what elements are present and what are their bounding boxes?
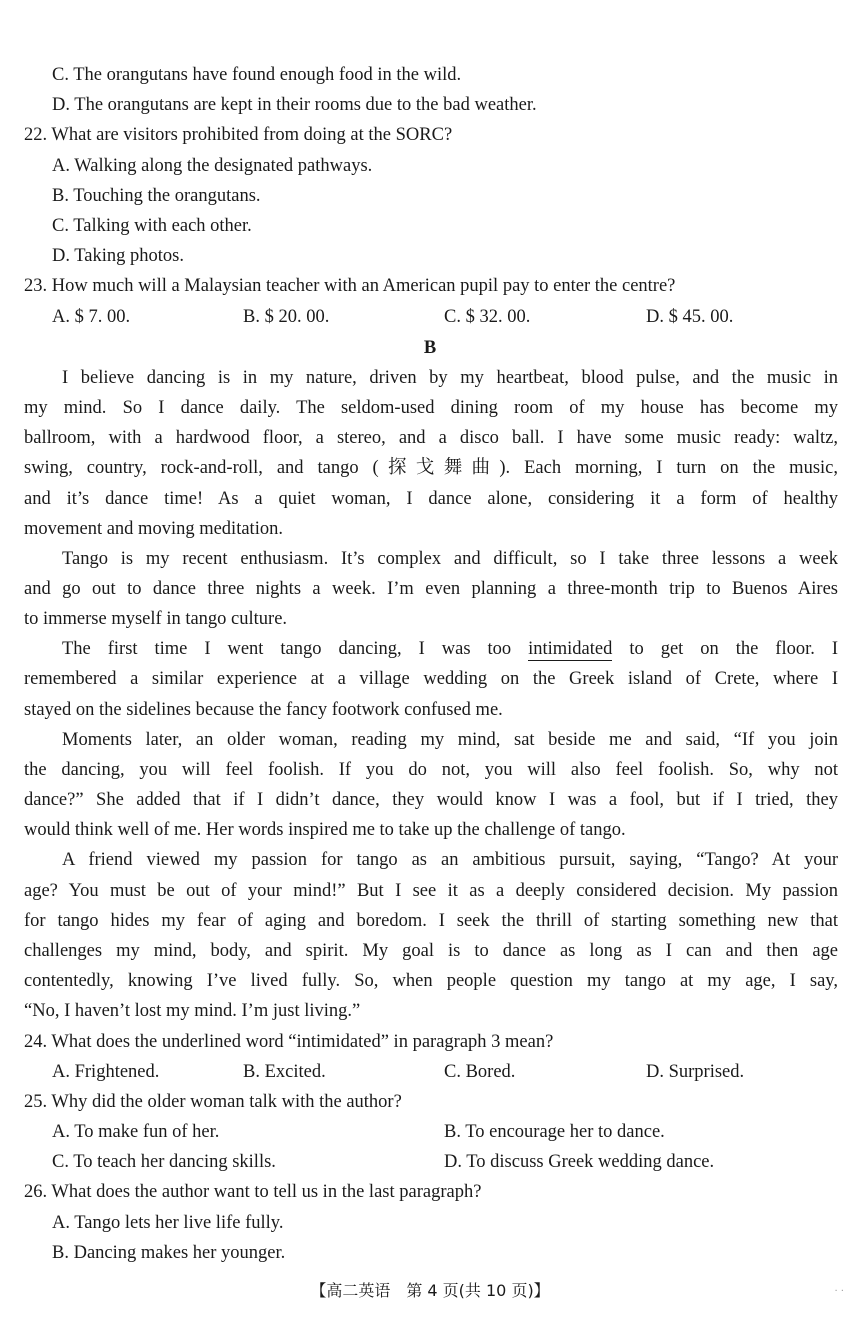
q25-option-a: A. To make fun of her. (52, 1122, 220, 1142)
q25-option-b: B. To encourage her to dance. (444, 1122, 665, 1142)
passage-p3-line1-start: The first time I went tango dancing, I was too (62, 639, 512, 659)
q25-option-c: C. To teach her dancing skills. (52, 1152, 276, 1172)
passage-p5-line2: age? You must be out of your mind!” But I see it as a deeply considered decision. My passion (24, 881, 838, 901)
q21-option-c: C. The orangutans have found enough food in the wild. (52, 65, 462, 85)
passage-p5-line3: for tango hides my fear of aging and boredom. I seek the thrill of starting something new that (24, 911, 838, 931)
passage-p1-line6: movement and moving meditation. (24, 519, 283, 539)
q23-option-a: A. $ 7. 00. (52, 307, 131, 327)
passage-p4-line4: would think well of me. Her words inspired me to take up the challenge of tango. (24, 820, 626, 840)
passage-p2-line2: and go out to dance three nights a week. I’m even planning a three-month trip to Buenos Aires (24, 579, 838, 599)
passage-p4-line3: dance?” She added that if I didn’t dance, they would know I was a fool, but if I tried, they (24, 790, 838, 810)
q22-option-d: D. Taking photos. (52, 246, 184, 266)
q23-option-c: C. $ 32. 00. (444, 307, 531, 327)
passage-p5-line4: challenges my mind, body, and spirit. My goal is to dance as long as I can and then age (24, 941, 838, 961)
passage-p2-line3: to immerse myself in tango culture. (24, 609, 288, 629)
page-footer: 【高二英语 第 4 页(共 10 页)】 (310, 1281, 550, 1300)
passage-p5-line1: A friend viewed my passion for tango as an ambitious pursuit, saying, “Tango? At your (62, 850, 838, 870)
q23-option-d: D. $ 45. 00. (646, 307, 734, 327)
passage-p3-line3: stayed on the sidelines because the fancy footwork confused me. (24, 700, 503, 720)
q26-option-a: A. Tango lets her live life fully. (52, 1213, 284, 1233)
passage-p4-line1: Moments later, an older woman, reading my mind, sat beside me and said, “If you join (62, 730, 838, 750)
passage-p3-line1-end: to get on the floor. I (629, 639, 838, 659)
passage-p3-line2: remembered a similar experience at a village wedding on the Greek island of Crete, where I (24, 669, 838, 689)
q22-option-a: A. Walking along the designated pathways. (52, 156, 373, 176)
passage-p1-line3: ballroom, with a hardwood floor, a stereo, and a disco ball. I have some music ready: waltz, (24, 428, 838, 448)
q26-stem: 26. What does the author want to tell us in the last paragraph? (24, 1182, 482, 1202)
q21-option-d: D. The orangutans are kept in their rooms due to the bad weather. (52, 95, 537, 115)
q22-option-c: C. Talking with each other. (52, 216, 252, 236)
q24-option-a: A. Frightened. (52, 1062, 160, 1082)
passage-p3-line1 (62, 634, 838, 664)
passage-p1-line2: my mind. So I dance daily. The seldom-used dining room of my house has become my (24, 398, 838, 418)
passage-p1-line4: swing, country, rock-and-roll, and tango (探戈舞曲). Each morning, I turn on the music, (24, 458, 838, 478)
passage-p5-line6: “No, I haven’t lost my mind. I’m just living.” (24, 1001, 361, 1021)
passage-p1-line5: and it’s dance time! As a quiet woman, I dance alone, considering it a form of healthy (24, 489, 838, 509)
passage-p5-line5: contentedly, knowing I’ve lived fully. So, when people question my tango at my age, I say, (24, 971, 838, 991)
corner-mark: · · (834, 1286, 844, 1297)
q26-option-b: B. Dancing makes her younger. (52, 1243, 286, 1263)
q24-stem: 24. What does the underlined word “intimidated” in paragraph 3 mean? (24, 1032, 554, 1052)
q23-option-b: B. $ 20. 00. (243, 307, 330, 327)
q25-option-d: D. To discuss Greek wedding dance. (444, 1152, 715, 1172)
passage-p1-line1: I believe dancing is in my nature, driven by my heartbeat, blood pulse, and the music in (62, 368, 838, 388)
q24-option-b: B. Excited. (243, 1062, 326, 1082)
q22-stem: 22. What are visitors prohibited from doing at the SORC? (24, 125, 453, 145)
q24-option-c: C. Bored. (444, 1062, 516, 1082)
passage-p4-line2: the dancing, you will feel foolish. If you do not, you will also feel foolish. So, why not (24, 760, 838, 780)
q25-stem: 25. Why did the older woman talk with the author? (24, 1092, 402, 1112)
section-b-heading: B (423, 338, 437, 358)
underlined-word-intimidated: intimidated (528, 639, 613, 659)
q23-stem: 23. How much will a Malaysian teacher with an American pupil pay to enter the centre? (24, 276, 676, 296)
q22-option-b: B. Touching the orangutans. (52, 186, 261, 206)
q24-option-d: D. Surprised. (646, 1062, 745, 1082)
passage-p2-line1: Tango is my recent enthusiasm. It’s complex and difficult, so I take three lessons a week (62, 549, 838, 569)
